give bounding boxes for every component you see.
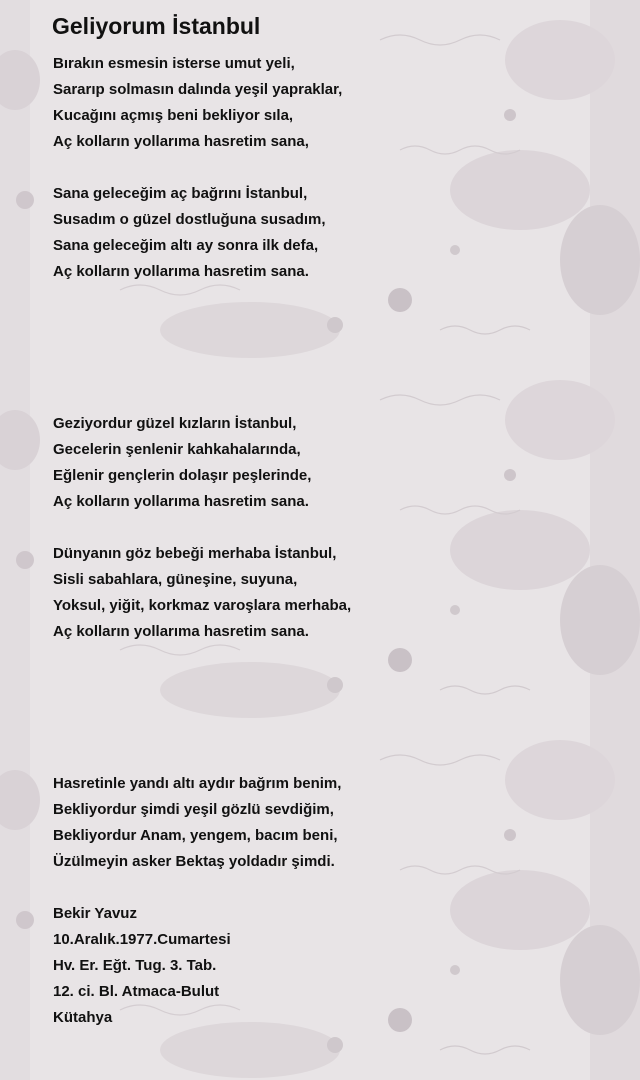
poem-line: Gecelerin şenlenir kahkahalarında, — [53, 441, 301, 458]
poem-line: Hasretinle yandı altı aydır bağrım benim, — [53, 775, 342, 792]
poem-line: Bekliyordur Anam, yengem, bacım beni, — [53, 827, 338, 844]
poem-line: Eğlenir gençlerin dolaşır peşlerinde, — [53, 467, 312, 484]
poem-line: Aç kolların yollarıma hasretim sana. — [53, 623, 309, 640]
signature-line: Hv. Er. Eğt. Tug. 3. Tab. — [53, 957, 217, 974]
poem-date: 10.Aralık.1977.Cumartesi — [53, 931, 231, 948]
signature-line: 12. ci. Bl. Atmaca-Bulut — [53, 983, 220, 1000]
poem-line: Bekliyordur şimdi yeşil gözlü sevdiğim, — [53, 801, 334, 818]
poem-line: Aç kolların yollarıma hasretim sana. — [53, 493, 309, 510]
stanza-1 — [53, 51, 342, 155]
poem-line: Dünyanın göz bebeği merhaba İstanbul, — [53, 545, 337, 562]
poem-line: Üzülmeyin asker Bektaş yoldadır şimdi. — [53, 853, 335, 870]
poem-line: Aç kolların yollarıma hasretim sana, — [53, 133, 309, 150]
poem-line: Aç kolların yollarıma hasretim sana. — [53, 263, 309, 280]
stanza-4 — [53, 541, 351, 645]
poem-line: Sisli sabahlara, güneşine, suyuna, — [53, 571, 298, 588]
signature-location: Kütahya — [53, 1009, 113, 1026]
poem-line: Kucağını açmış beni bekliyor sıla, — [53, 107, 294, 124]
stanza-3 — [53, 411, 311, 515]
poem-line: Bırakın esmesin isterse umut yeli, — [53, 55, 295, 72]
poem-line: Geziyordur güzel kızların İstanbul, — [53, 415, 297, 432]
poem-line: Susadım o güzel dostluğuna susadım, — [53, 211, 326, 228]
poem-signature — [53, 901, 231, 1031]
poem-title: Geliyorum İstanbul — [52, 13, 261, 39]
poem-line: Yoksul, yiğit, korkmaz varoşlara merhaba, — [53, 597, 352, 614]
poem-line: Sararıp solmasın dalında yeşil yapraklar, — [53, 81, 343, 98]
poem-line: Sana geleceğim aç bağrını İstanbul, — [53, 185, 308, 202]
poem-line: Sana geleceğim altı ay sonra ilk defa, — [53, 237, 319, 254]
stanza-2 — [53, 181, 326, 285]
author-name: Bekir Yavuz — [53, 905, 137, 922]
stanza-5 — [53, 771, 341, 875]
